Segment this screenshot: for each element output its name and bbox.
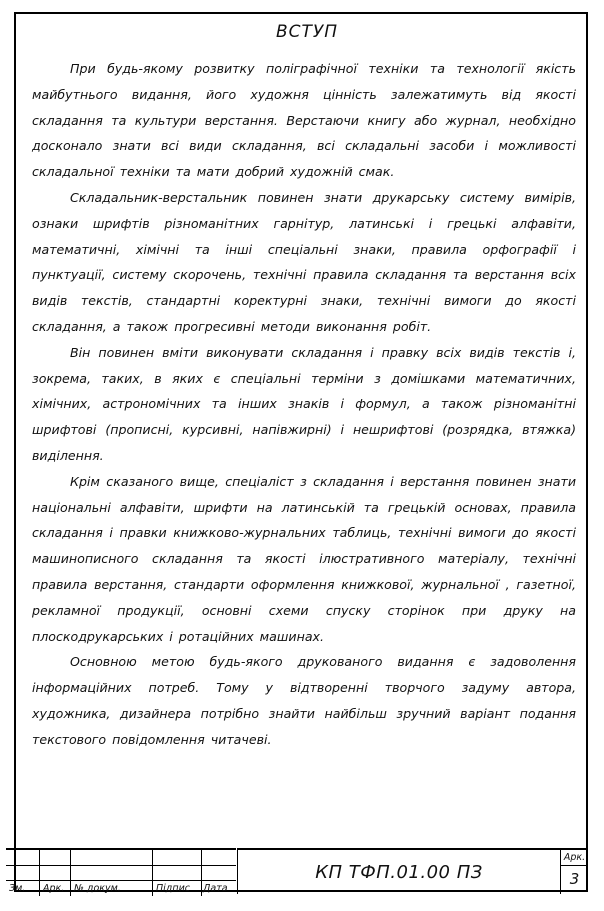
stamp-label-doc-number: № докум. <box>74 883 121 894</box>
paragraph: Основною метою будь-якого друкованого видання є задоволення інформаційних потреб. Тому у відтворенні творчого задуму автора, художника, дизайнера потрібно знайти найбільш зручний варіант подання текстового повідомлення читачеві. <box>32 654 576 747</box>
sheet-number-cell <box>560 848 588 894</box>
stamp-label-sheet: Арк. <box>43 883 65 894</box>
stamp-column-divider <box>39 850 40 896</box>
document-code: КП ТФП.01.00 ПЗ <box>315 862 483 883</box>
section-title: ВСТУП <box>275 22 339 42</box>
title-block-stamp <box>6 848 588 894</box>
stamp-label-signature: Підпис <box>156 883 190 894</box>
paragraph: Складальник-верстальник повинен знати друкарську систему вимірів, ознаки шрифтів різноманітних гарнітур, латинські і грецькі алфавіти, математичні, хімічні та інші спеціальні знаки, правила орфографії і пунктуації, систему скорочень, технічні правила складання та верстання всіх видів текстів, стандартні коректурні знаки, технічні вимоги до якості складання, а також прогресивні методи виконання робіт. <box>32 189 576 334</box>
stamp-column-divider <box>70 850 71 896</box>
sheet-number: 3 <box>569 870 580 888</box>
paragraph: Він повинен вміти виконувати складання і правку всіх видів текстів і, зокрема, таких, в яких є спеціальні терміни з домішками математичних, хімічних, астрономічних та інших знаків і формул, а також різноманітні шрифтові (прописні, курсивні, напівжирні) і нешрифтові (розрядка, втяжка) виділення. <box>32 344 576 463</box>
document-code-cell <box>237 848 560 894</box>
paragraph: При будь-якому розвитку поліграфічної техніки та технології якість майбутнього видання, його художня цінність залежатимуть від якості складання та культури верстання. Верстаючи книгу або журнал, необхідно досконало знати всі види складання, всі складальні засоби і можливості складальної техніки та мати добрий художній смак. <box>32 61 576 180</box>
sheet-cell-divider <box>561 865 588 866</box>
stamp-label-change: Зм. <box>9 883 26 894</box>
paragraph: Крім сказаного вище, спеціаліст з складання і верстання повинен знати національні алфавіти, шрифти на латинській та грецькій основах, правила складання і правки книжково-журнальних таблиць, технічні вимоги до якості машинописного складання та якості ілюстративного матеріалу, технічні правила верстання, стандарти оформлення книжкової, журнальної , газетної, рекламної продукції, основні схеми спуску сторінок при друку на плоскодрукарських і ротаційних машинах. <box>32 473 576 644</box>
stamp-column-divider <box>201 850 202 896</box>
sheet-label: Арк. <box>563 852 586 863</box>
stamp-revision-grid <box>6 848 236 896</box>
stamp-label-date: Дата <box>203 883 228 894</box>
document-body <box>32 56 576 753</box>
stamp-column-divider <box>152 850 153 896</box>
